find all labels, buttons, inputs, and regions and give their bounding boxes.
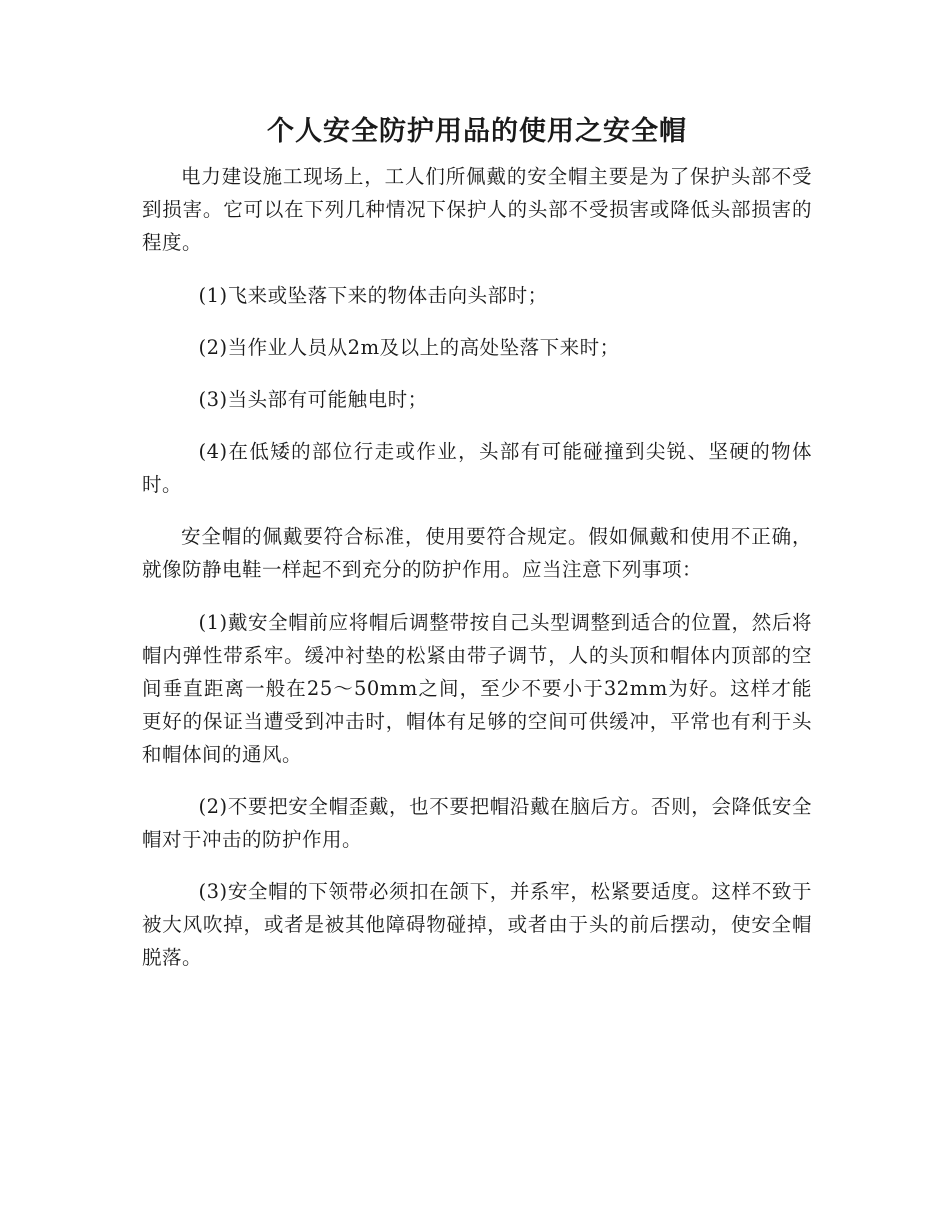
precaution-item-1: (1)戴安全帽前应将帽后调整带按自己头型调整到适合的位置，然后将帽内弹性带系牢。缓冲衬垫的松紧由带子调节，人的头顶和帽体内顶部的空间垂直距离一般在25～50mm之间，至少不要小于32mm为好。这样才能更好的保证当遭受到冲击时，帽体有足够的空间可供缓冲，平常也有利于头和帽体间的通风。: [142, 611, 812, 766]
list-item-4: (4)在低矮的部位行走或作业，头部有可能碰撞到尖锐、坚硬的物体时。: [142, 440, 812, 496]
paragraph-intro: 电力建设施工现场上，工人们所佩戴的安全帽主要是为了保护头部不受到损害。它可以在下列几种情况下保护人的头部不受损害或降低头部损害的程度。: [142, 165, 812, 254]
precaution-item-2: (2)不要把安全帽歪戴，也不要把帽沿戴在脑后方。否则，会降低安全帽对于冲击的防护作用。: [142, 795, 812, 851]
list-item-1: (1)飞来或坠落下来的物体击向头部时；: [198, 284, 548, 307]
document-title: 个人安全防护用品的使用之安全帽: [267, 116, 687, 147]
paragraph-precautions: 安全帽的佩戴要符合标准，使用要符合规定。假如佩戴和使用不正确，就像防静电鞋一样起不到充分的防护作用。应当注意下列事项：: [142, 525, 812, 581]
precaution-item-3: (3)安全帽的下领带必须扣在颌下，并系牢，松紧要适度。这样不致于被大风吹掉，或者是被其他障碍物碰掉，或者由于头的前后摆动，使安全帽脱落。: [142, 880, 812, 969]
list-item-2: (2)当作业人员从2m及以上的高处坠落下来时；: [198, 336, 620, 359]
list-item-3: (3)当头部有可能触电时；: [198, 388, 428, 411]
document-page: [142, 112, 812, 993]
